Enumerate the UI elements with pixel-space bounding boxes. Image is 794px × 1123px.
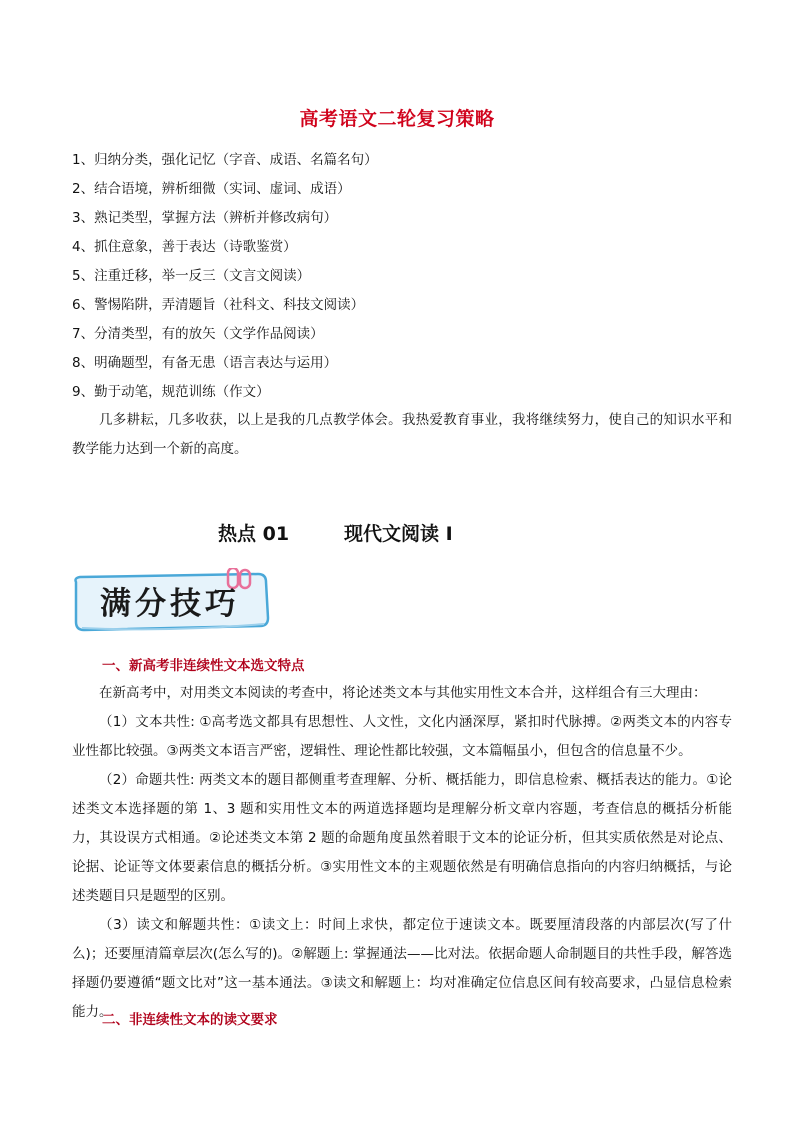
list-item: 8、明确题型，有备无患（语言表达与运用） — [72, 355, 338, 371]
list-item: 1、归纳分类，强化记忆（字音、成语、名篇名句） — [72, 152, 378, 168]
badge-label: 满分技巧 — [100, 586, 240, 622]
strategy-list — [72, 150, 732, 411]
list-item: 7、分清类型，有的放矢（文学作品阅读） — [72, 326, 324, 342]
list-item: 5、注重迁移，举一反三（文言文阅读） — [72, 268, 311, 284]
list-item: 6、警惕陷阱，弄清题旨（社科文、科技文阅读） — [72, 297, 365, 313]
full-marks-badge — [70, 568, 275, 634]
list-item: 9、勤于动笔，规范训练（作文） — [72, 384, 270, 400]
paragraph: （3）读文和解题共性：①读文上：时间上求快，都定位于速读文本。既要厘清段落的内部层次(写了什么)；还要厘清篇章层次(怎么写的)。②解题上: 掌握通法——比对法。依据命题人命制题目的共性手段，解答选择题仍要遵循“题文比对”这一基本通法。③读文和解题上：均对准确定位信息区间有较高要求，凸显信息检索能力。 — [72, 917, 732, 1020]
closing-paragraph: 几多耕耘，几多收获，以上是我的几点教学体会。我热爱教育事业，我将继续努力，使自己的知识水平和教学能力达到一个新的高度。 — [72, 412, 732, 457]
page-title: 高考语文二轮复习策略 — [299, 108, 495, 130]
paragraph: （2）命题共性: 两类文本的题目都侧重考查理解、分析、概括能力，即信息检索、概括表达的能力。①论述类文本选择题的第 1、3 题和实用性文本的两道选择题均是理解分析文章内容题，考查信息的概括分析能力，其设误方式相通。②论述类文本第 2 题的命题角度虽然着眼于文本的论证分析，但其实质依然是对论点、论据、论证等文体要素信息的概括分析。③实用性文本的主观题依然是有明确信息指向的内容归纳概括，与论述类题目只是题型的区别。 — [72, 772, 732, 904]
section-heading: 一、新高考非连续性文本选文特点 — [102, 658, 305, 674]
section-heading: 二、非连续性文本的读文要求 — [102, 1012, 278, 1028]
hotspot-name: 现代文阅读 I — [344, 523, 453, 545]
paragraph: 在新高考中，对用类文本阅读的考查中，将论述类文本与其他实用性文本合并，这样组合有三大理由： — [99, 685, 707, 701]
list-item: 4、抓住意象，善于表达（诗歌鉴赏） — [72, 239, 297, 255]
section-body — [72, 679, 732, 1027]
paragraph: （1）文本共性: ①高考选文都具有思想性、人文性，文化内涵深厚，紧扣时代脉搏。②两类文本的内容专业性都比较强。③两类文本语言严密，逻辑性、理论性都比较强，文本篇幅虽小，但包含的信息量不少。 — [72, 714, 732, 759]
hotspot-number: 热点 01 — [218, 523, 290, 545]
list-item: 2、结合语境，辨析细微（实词、虚词、成语） — [72, 181, 351, 197]
list-item: 3、熟记类型，掌握方法（辨析并修改病句） — [72, 210, 338, 226]
